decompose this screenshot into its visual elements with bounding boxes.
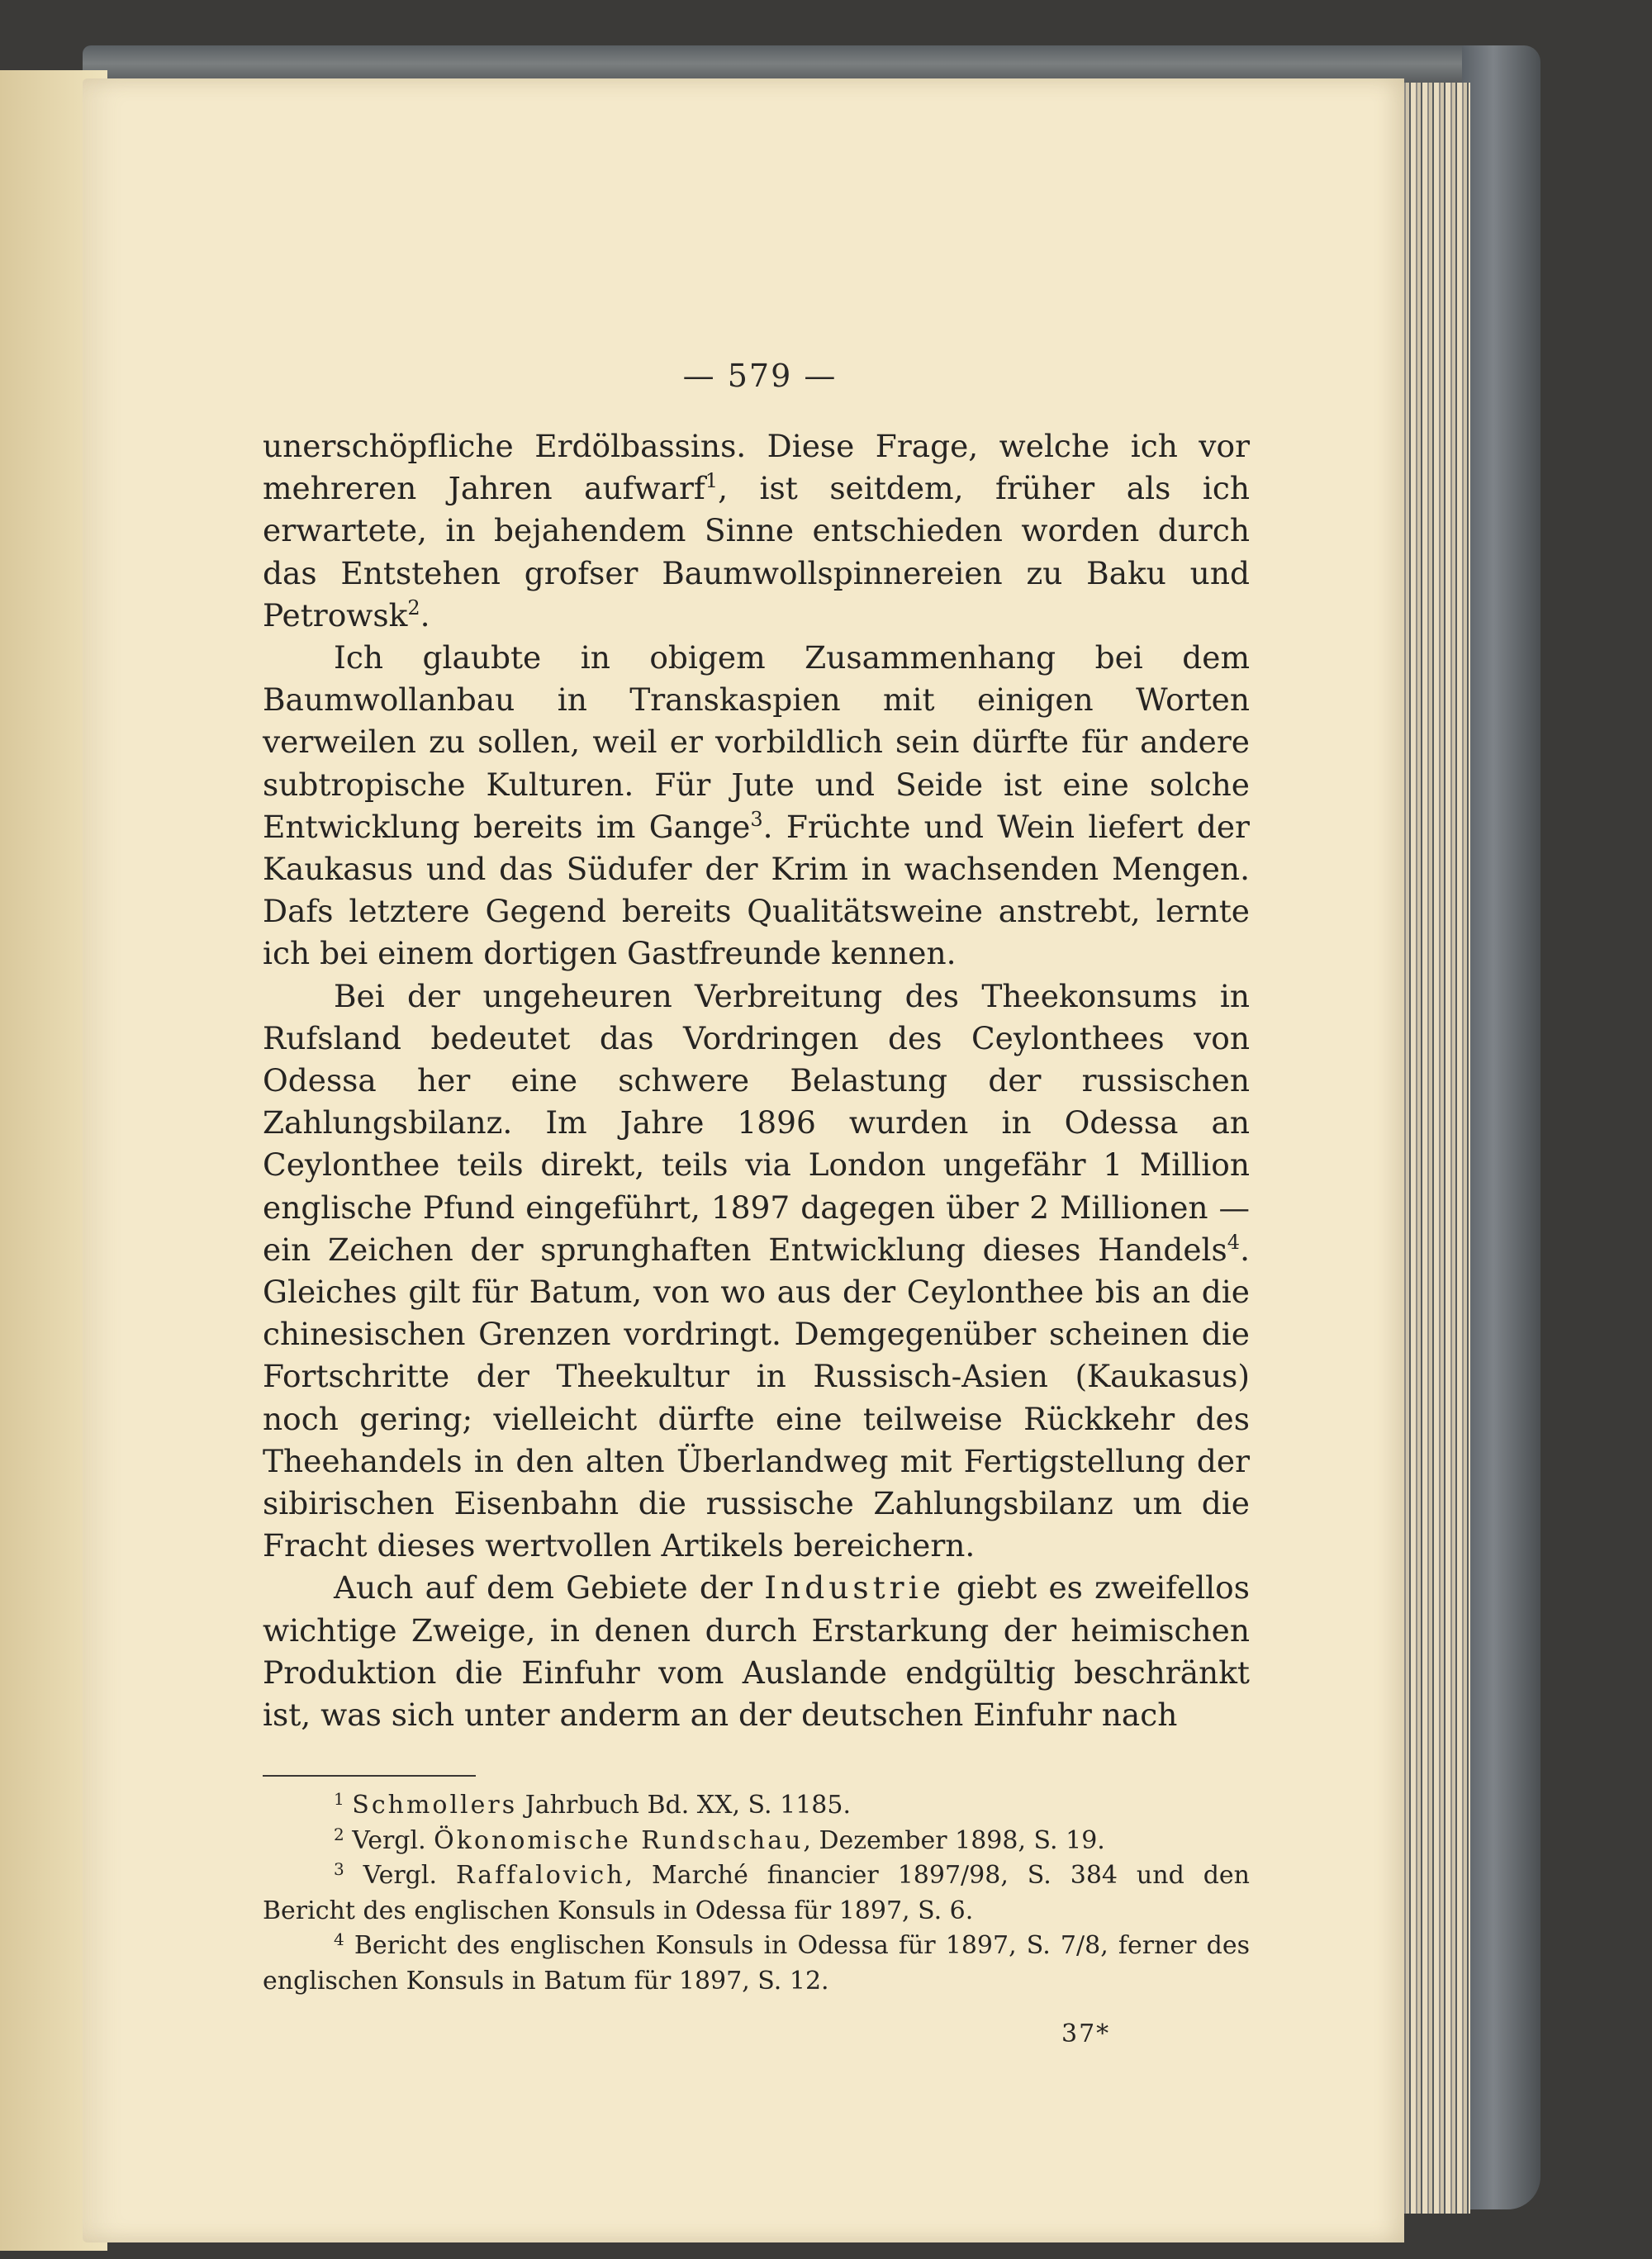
footnote-2: $^2$ Vergl. Ökonomische Rundschau, Dezember 1898, S. 19. xyxy=(334,1824,1105,1855)
footnote-divider xyxy=(263,1775,476,1777)
book-cover-right xyxy=(1462,45,1540,2209)
footnote-ref-3: 3 xyxy=(750,807,763,831)
footnotes xyxy=(263,1788,1250,1999)
paragraph-1: unerschöpfliche Erdölbassins. Diese Frage, welche ich vor mehreren Jahren aufwarf$^1$, ist seitdem, früher als ich erwartete, in bejahendem Sinne entschieden worden durch das Entstehen grofser Baumwollspinnereien zu Baku und Petrowsk$^2$. xyxy=(263,428,1250,634)
footnote-ref-2: 2 xyxy=(407,596,420,619)
paragraph-4: Auch auf dem Gebiete der Industrie giebt es zweifellos wichtige Zweige, in denen durch Erstarkung der heimischen Produktion die Einfuhr vom Auslande endgültig beschränkt ist, was sich unter anderm an der deutschen Einfuhr nach xyxy=(263,1569,1251,1734)
footnote-1: $^1$ Schmollers Jahrbuch Bd. XX, S. 1185. xyxy=(334,1789,851,1820)
page-number: — 579 — xyxy=(682,358,838,394)
emphasis-industrie: Industrie xyxy=(764,1569,945,1606)
footnote-4: $^4$ Bericht des englischen Konsuls in Odessa für 1897, S. 7/8, ferner des englischen Konsuls in Batum für 1897, S. 12. xyxy=(263,1929,1250,1996)
body-text xyxy=(263,425,1250,1736)
printer-signature: 37* xyxy=(1061,2019,1111,2048)
paragraph-3: Bei der ungeheuren Verbreitung des Theekonsums in Rufsland bedeutet das Vordringen des Ceylonthees von Odessa her eine schwere Belastung der russischen Zahlungsbilanz. Im Jahre 1896 wurden in Odessa an Ceylonthee teils direkt, teils via London ungefähr 1 Million englische Pfund eingeführt, 1897 dagegen über 2 Millionen — ein Zeichen der sprunghaften Entwicklung dieses Handels$^4$. Gleiches gilt für Batum, von wo aus der Ceylonthee bis an die chinesischen Grenzen vordringt. Demgegenüber scheinen die Fortschritte der Theekultur in Russisch-Asien (Kaukasus) noch gering; vielleicht dürfte eine teilweise Rückkehr des Theehandels in den alten Überlandweg mit Fertigstellung der sibirischen Eisenbahn die russische Zahlungsbilanz um die Fracht dieses wertvollen Artikels bereichern. xyxy=(263,977,1250,1564)
footnote-3: $^3$ Vergl. Raffalovich, Marché financier 1897/98, S. 384 und den Bericht des englischen Konsuls in Odessa für 1897, S. 6. xyxy=(263,1859,1250,1925)
book-page xyxy=(83,78,1404,2242)
paragraph-2: Ich glaubte in obigem Zusammenhang bei dem Baumwollanbau in Transkaspien mit einigen Worten verweilen zu sollen, weil er vorbildlich sein dürfte für andere subtropische Kulturen. Für Jute und Seide ist eine solche Entwicklung bereits im Gange$^3$. Früchte und Wein liefert der Kaukasus und das Südufer der Krim in wachsenden Mengen. Dafs letztere Gegend bereits Qualitätsweine anstrebt, lernte ich bei einem dortigen Gastfreunde kennen. xyxy=(263,639,1250,972)
footnote-ref-4: 4 xyxy=(1227,1230,1241,1254)
footnote-ref-1: 1 xyxy=(705,469,719,493)
